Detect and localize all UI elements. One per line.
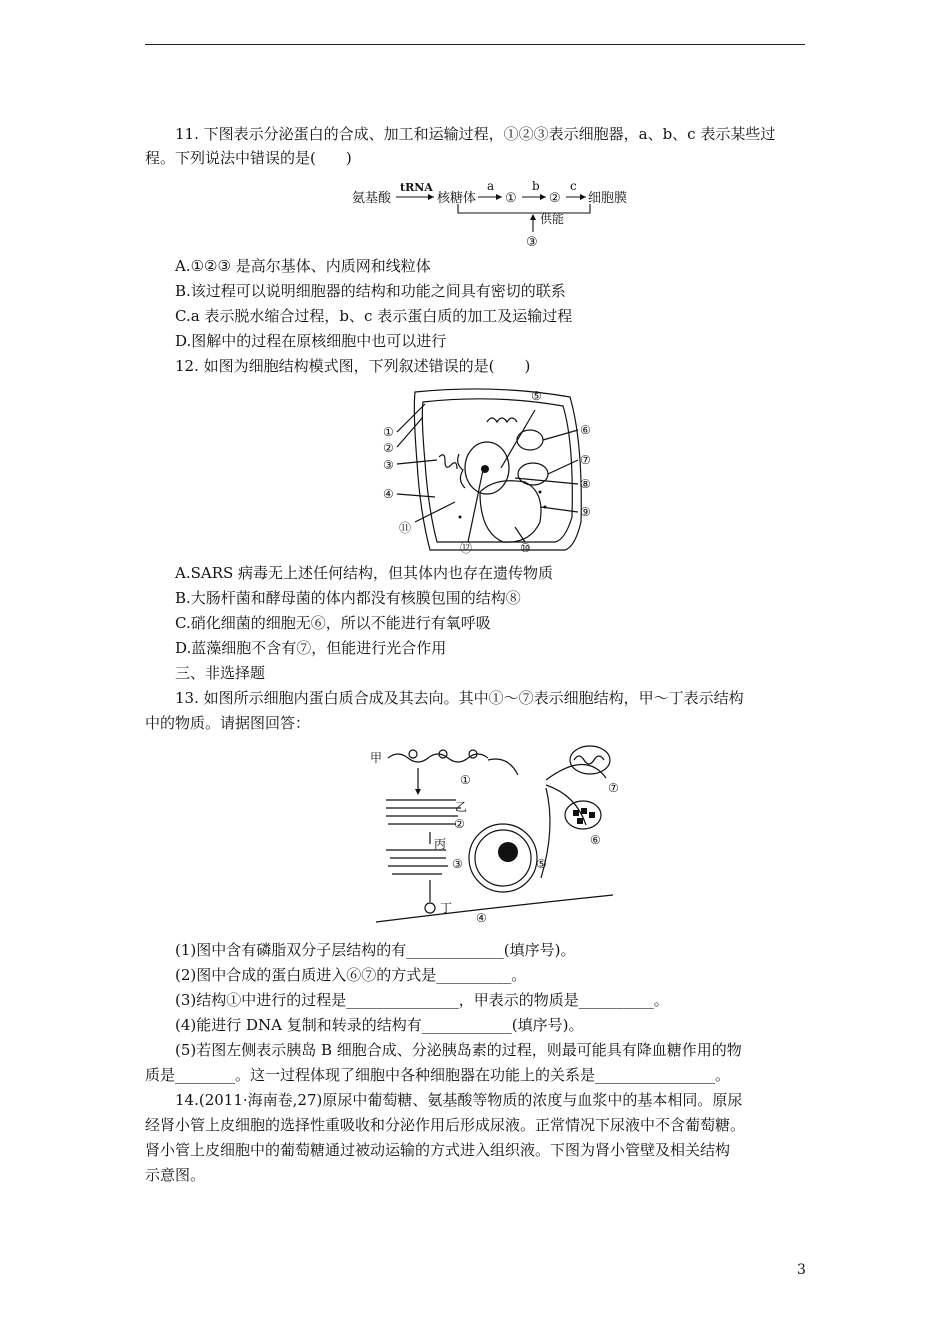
q13-o2: ② <box>454 817 465 831</box>
q12-option-d: D.蓝藻细胞不含有⑦，但能进行光合作用 <box>175 639 447 657</box>
q11-option-c: C.a 表示脱水缩合过程，b、c 表示蛋白质的加工及运输过程 <box>175 307 573 325</box>
q11-membrane-label: 细胞膜 <box>588 191 628 206</box>
q11-amino-label: 氨基酸 <box>352 191 392 206</box>
er-2 <box>458 454 465 488</box>
q13-stem-line1: 13. 如图所示细胞内蛋白质合成及其去向。其中①～⑦表示细胞结构，甲～丁表示结构 <box>175 689 744 707</box>
q11-o1: ① <box>505 191 517 206</box>
chloroplast-6 <box>565 801 601 829</box>
q13-part3: (3)结构①中进行的过程是_______________，甲表示的物质是__________。 <box>175 991 669 1009</box>
q14-line1: 14.(2011·海南卷,27)原尿中葡萄糖、氨基酸等物质的浓度与血浆中的基本相同。原尿 <box>175 1091 743 1109</box>
q12-label-10: ⑩ <box>520 541 531 555</box>
path-to-7 <box>546 764 606 780</box>
path-to-cytosol <box>488 759 518 775</box>
q11-a-label: a <box>487 179 495 193</box>
q12-label-5: ⑤ <box>531 389 542 403</box>
q12-label-3: ③ <box>383 458 394 472</box>
er-2 <box>386 800 461 824</box>
header-rule <box>145 44 805 45</box>
q11-stem-line2: 程。下列说法中错误的是( ) <box>145 149 352 167</box>
q12-label-9: ⑨ <box>580 505 591 519</box>
q13-part4: (4)能进行 DNA 复制和转录的结构有____________(填序号)。 <box>175 1016 584 1034</box>
q12-cell-diagram <box>375 382 610 557</box>
q13-ding: 丁 <box>440 901 453 915</box>
cell-membrane <box>422 399 572 542</box>
q11-stem-line1: 11. 下图表示分泌蛋白的合成、加工和运输过程，①②③表示细胞器，a、b、c 表示某些过 <box>175 125 776 143</box>
q13-protein-diagram <box>368 740 620 928</box>
q13-bing: 丙 <box>434 837 447 851</box>
q13-o7: ⑦ <box>608 781 619 795</box>
q13-stem-line2: 中的物质。请据图回答： <box>145 714 311 732</box>
q13-jia: 甲 <box>370 751 383 765</box>
q11-trna-label: tRNA <box>400 181 433 194</box>
er-1 <box>439 455 457 469</box>
q11-b-label: b <box>532 179 540 193</box>
q12-label-1: ① <box>383 425 394 439</box>
q12-label-8: ⑧ <box>580 477 591 491</box>
q14-line4: 示意图。 <box>145 1166 206 1184</box>
chloroplast-7 <box>518 463 548 485</box>
q12-option-b: B.大肠杆菌和酵母菌的体内都没有核膜包围的结构⑧ <box>175 589 521 607</box>
q11-option-b: B.该过程可以说明细胞器的结构和功能之间具有密切的联系 <box>175 282 566 300</box>
q11-energy-label: 供能 <box>540 212 565 226</box>
q13-o1: ① <box>460 773 471 787</box>
q12-label-2: ② <box>383 441 394 455</box>
golgi <box>487 418 517 422</box>
q11-o2: ② <box>549 191 561 206</box>
page-number: 3 <box>797 1262 806 1278</box>
q14-line3: 肾小管上皮细胞中的葡萄糖通过被动运输的方式进入组织液。下图为肾小管壁及相关结构 <box>145 1141 731 1159</box>
vacuole <box>480 481 541 542</box>
cell-wall <box>414 389 581 550</box>
q11-ribosome-label: 核糖体 <box>437 191 477 206</box>
q12-label-11: ⑪ <box>399 521 412 535</box>
q11-flow-diagram <box>350 176 640 252</box>
q13-part2: (2)图中合成的蛋白质进入⑥⑦的方式是__________。 <box>175 966 527 984</box>
q13-o3: ③ <box>452 857 463 871</box>
golgi-3 <box>386 850 448 874</box>
q13-o5: ⑤ <box>536 857 547 871</box>
q13-part5-line1: (5)若图左侧表示胰岛 B 细胞合成、分泌胰岛素的过程，则最可能具有降血糖作用的物 <box>175 1041 742 1059</box>
q11-bracket <box>458 204 590 213</box>
q13-part1: (1)图中含有磷脂双分子层结构的有_____________(填序号)。 <box>175 941 576 959</box>
q11-option-a: A.①②③ 是高尔基体、内质网和线粒体 <box>175 257 431 275</box>
q11-c-label: c <box>570 179 577 193</box>
q13-yi: 乙 <box>455 800 468 814</box>
q12-label-4: ④ <box>383 487 394 501</box>
q12-label-12: ⑫ <box>460 541 473 555</box>
q13-part5-line2: 质是________。这一过程体现了细胞中各种细胞器在功能上的关系是________________。 <box>145 1066 731 1084</box>
q12-stem: 12. 如图为细胞结构模式图，下列叙述错误的是( ) <box>175 357 531 375</box>
q13-o6: ⑥ <box>590 833 601 847</box>
q12-option-c: C.硝化细菌的细胞无⑥，所以不能进行有氧呼吸 <box>175 614 491 632</box>
q12-option-a: A.SARS 病毒无上述任何结构，但其体内也存在遗传物质 <box>175 564 554 582</box>
section-heading: 三、非选择题 <box>175 664 266 682</box>
q11-o3: ③ <box>526 235 538 250</box>
q12-label-6: ⑥ <box>580 423 591 437</box>
q11-option-d: D.图解中的过程在原核细胞中也可以进行 <box>175 332 447 350</box>
q14-line2: 经肾小管上皮细胞的选择性重吸收和分泌作用后形成尿液。正常情况下尿液中不含葡萄糖。 <box>145 1116 746 1134</box>
q12-label-7: ⑦ <box>580 453 591 467</box>
q13-o4: ④ <box>476 911 487 925</box>
cell-membrane-4 <box>376 895 613 922</box>
